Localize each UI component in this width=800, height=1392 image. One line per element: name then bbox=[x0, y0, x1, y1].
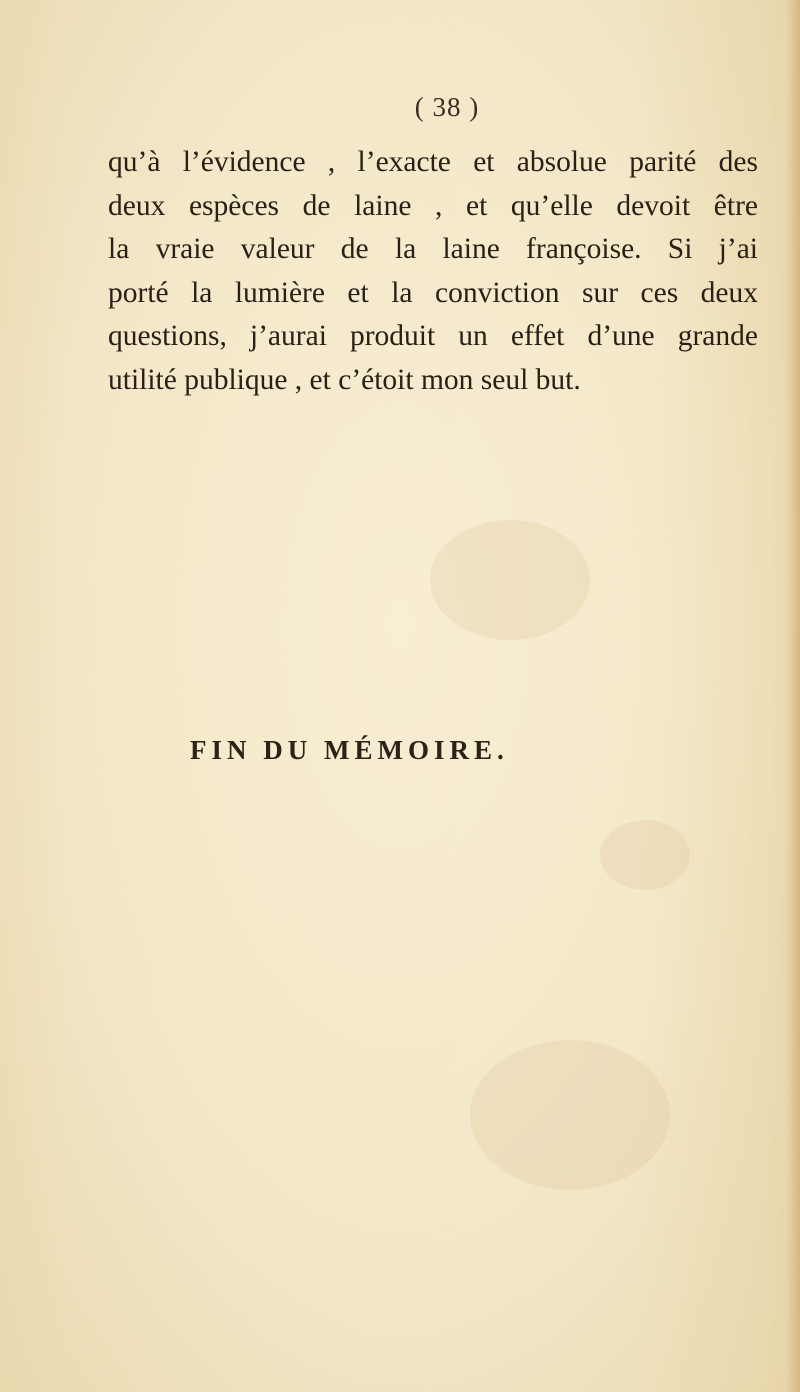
text-line: qu’à l’évidence , l’exacte et absolue parité des bbox=[108, 146, 758, 178]
paper-stain bbox=[600, 820, 690, 890]
end-of-memoir-heading: FIN DU MÉMOIRE. bbox=[190, 735, 509, 765]
page-edge-shadow bbox=[786, 0, 800, 1392]
text-line: porté la lumière et la conviction sur ces deux bbox=[108, 276, 758, 309]
paper-stain bbox=[470, 1040, 670, 1190]
page-number: ( 38 ) bbox=[414, 92, 480, 122]
text-line: questions, j’aurai produit un effet d’une grande bbox=[108, 320, 758, 353]
body-paragraph bbox=[108, 141, 758, 403]
paper-stain bbox=[430, 520, 590, 640]
text-line: deux espèces de laine , et qu’elle devoit être bbox=[108, 189, 758, 222]
text-line: utilité publique , et c’étoit mon seul but. bbox=[108, 363, 581, 396]
text-line: la vraie valeur de la laine françoise. Si j’ai bbox=[108, 233, 758, 266]
